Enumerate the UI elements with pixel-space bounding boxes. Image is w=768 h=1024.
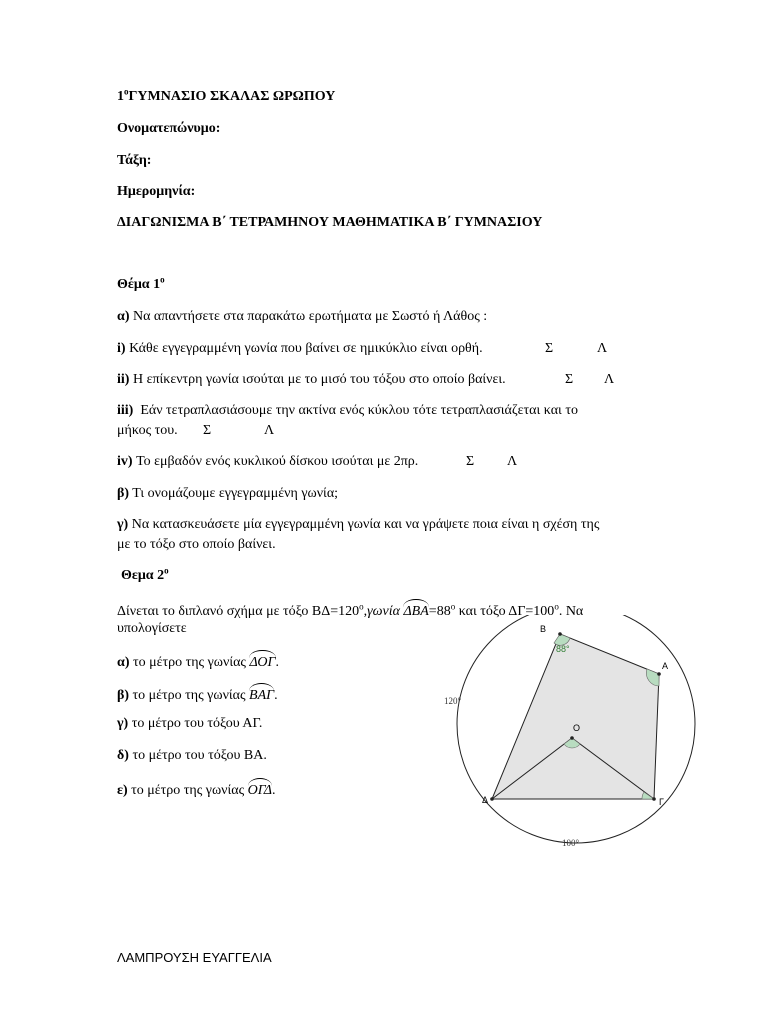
topic2-q-a: α) το μέτρο της γωνίας ΔΟΓ. bbox=[117, 650, 279, 672]
topic1-b: β) Τι ονομάζουμε εγγεγραμμένη γωνία; bbox=[117, 486, 339, 501]
point-G bbox=[652, 797, 656, 801]
tf-false: Λ bbox=[604, 372, 615, 387]
topic1-c: γ) Να κατασκευάσετε μία εγγεγραμμένη γωνία και να γράψετε ποια είναι η σχέση της bbox=[117, 517, 600, 532]
exam-title: ΔΙΑΓΩΝΙΣΜΑ Β΄ ΤΕΤΡΑΜΗΝΟΥ ΜΑΘΗΜΑΤΙΚΑ Β΄ ΓΥΜΝΑΣΙΟΥ bbox=[117, 215, 543, 230]
topic1-c-cont: με το τόξο στο οποίο βαίνει. bbox=[117, 537, 276, 552]
tf-false: Λ bbox=[597, 341, 608, 356]
point-B bbox=[558, 632, 562, 636]
tf-true: Σ bbox=[565, 372, 574, 387]
topic2-intro: Δίνεται το διπλανό σχήμα με τόξο $B\Delta=120^o,\gamma\omega\nu ί\alpha$ $\Delta BA=88^o$ και τόξο $\Delta\Gamma=100^o$. Να bbox=[117, 599, 583, 621]
topic2-intro-cont: υπολογίσετε bbox=[117, 621, 187, 636]
point-A bbox=[657, 672, 661, 676]
topic1-a: α) Να απαντήσετε στα παρακάτω ερωτήματα με Σωστό ή Λάθος : bbox=[117, 309, 488, 324]
topic2-q-b: β) το μέτρο της γωνίας ΒΑΓ. bbox=[117, 683, 278, 705]
label-O: Ο bbox=[573, 723, 581, 733]
topic2-title: Θεμα $2^o$ bbox=[121, 565, 169, 583]
label-D: Δ bbox=[482, 795, 489, 805]
point-D bbox=[490, 797, 494, 801]
name-label: Ονοματεπώνυμο: bbox=[117, 121, 221, 136]
label-B: Β bbox=[540, 624, 547, 634]
tf-item-ii: ii) Η επίκεντρη γωνία ισούται με το μισό του τόξου στο οποίο βαίνει. Σ Λ bbox=[117, 372, 615, 387]
angle-88-label: 88° bbox=[556, 644, 570, 654]
school-name: $1^o\Gamma\Upsilon MNA\Sigma IO$ ΣΚΑΛΑΣ ΩΡΩΠΟΥ bbox=[117, 86, 336, 104]
tf-item-iii-cont: μήκος του. Σ Λ bbox=[117, 423, 275, 438]
circle-geometry-figure bbox=[430, 615, 700, 855]
arc-bd-label: 120° bbox=[444, 696, 462, 706]
tf-false: Λ bbox=[507, 454, 518, 469]
date-label: Ημερομηνία: bbox=[117, 184, 196, 199]
tf-item-i: i) Κάθε εγγεγραμμένη γωνία που βαίνει σε ημικύκλιο είναι ορθή. Σ Λ bbox=[117, 341, 608, 356]
tf-false: Λ bbox=[264, 423, 275, 438]
tf-true: Σ bbox=[466, 454, 475, 469]
label-A: Α bbox=[662, 661, 669, 671]
topic1-title: Θέμα $1^o$ bbox=[117, 274, 165, 292]
class-label: Τάξη: bbox=[117, 153, 152, 168]
tf-true: Σ bbox=[545, 341, 554, 356]
point-O bbox=[570, 736, 574, 740]
label-G: Γ bbox=[659, 797, 664, 807]
tf-item-iv: iv) Το εμβαδόν ενός κυκλικού δίσκου ισούται με 2πρ. Σ Λ bbox=[117, 454, 518, 469]
arc-dg-label: 100° bbox=[562, 838, 580, 848]
topic2-q-d: δ) το μέτρο του τόξου ΒΑ. bbox=[117, 748, 267, 763]
topic2-q-c: γ) το μέτρο του τόξου ΑΓ. bbox=[117, 716, 263, 731]
topic2-q-e: ε) το μέτρο της γωνίας ΟΓΔ. bbox=[117, 778, 275, 800]
tf-item-iii: iii) Εάν τετραπλασιάσουμε την ακτίνα ενός κύκλου τότε τετραπλασιάζεται και το bbox=[117, 403, 578, 418]
tf-true: Σ bbox=[203, 423, 212, 438]
author-footer: ΛΑΜΠΡΟΥΣΗ ΕΥΑΓΓΕΛΙΑ bbox=[117, 950, 272, 965]
